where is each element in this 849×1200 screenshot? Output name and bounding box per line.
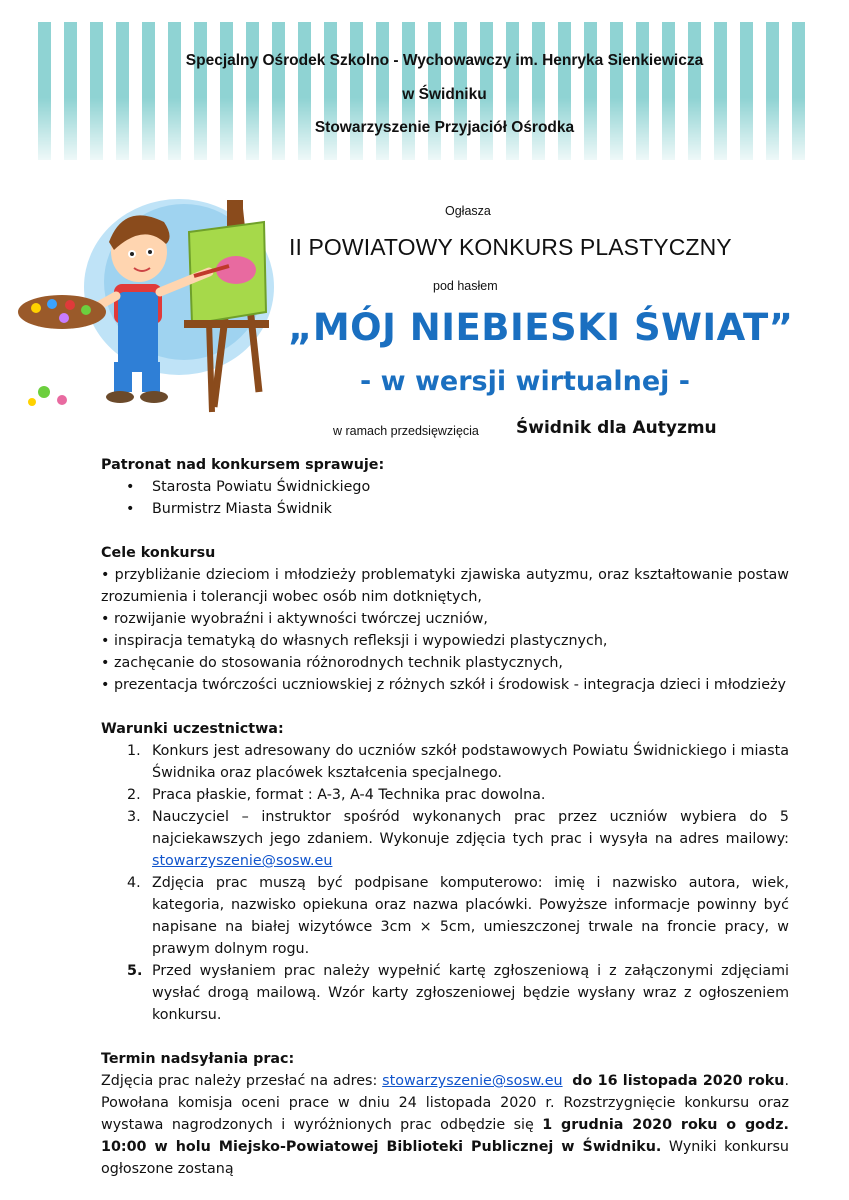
goal-item: • rozwijanie wyobraźni i aktywności twórczej uczniów, bbox=[101, 611, 488, 627]
email-link[interactable]: stowarzyszenie@sosw.eu bbox=[152, 853, 333, 869]
initiative-name: Świdnik dla Autyzmu bbox=[516, 418, 717, 438]
child-painter-illustration bbox=[14, 192, 279, 417]
initiative-label: w ramach przedsięwzięcia bbox=[333, 424, 479, 438]
list-item: • Burmistrz Miasta Świdnik bbox=[126, 498, 789, 520]
conditions-list bbox=[101, 740, 789, 1026]
email-link[interactable]: stowarzyszenie@sosw.eu bbox=[382, 1073, 563, 1089]
virtual-version-subtitle: - w wersji wirtualnej - bbox=[360, 366, 691, 397]
deadline-heading: Termin nadsyłania prac: bbox=[101, 1051, 295, 1067]
patronage-heading: Patronat nad konkursem sprawuje: bbox=[101, 457, 385, 473]
goals-heading: Cele konkursu bbox=[101, 545, 216, 561]
list-item: 4. Zdjęcia prac muszą być podpisane komputerowo: imię i nazwisko autora, wiek, kategoria, nazwisko opiekuna oraz nazwa placówki. Powyższe informacje powinny być napisane na białej wizytówce 3cm × 5cm, umieszczonej trwale na froncie pracy, w prawym dolnym rogu. bbox=[127, 875, 789, 957]
document-body bbox=[101, 454, 789, 1180]
list-item: 1. Konkurs jest adresowany do uczniów szkół podstawowych Powiatu Świdnickiego i miasta Świdnika oraz placówek kształcenia specjalnego. bbox=[127, 743, 789, 781]
goal-item: • zachęcanie do stosowania różnorodnych technik plastycznych, bbox=[101, 655, 563, 671]
list-item: 2. Praca płaskie, format : A-3, A-4 Technika prac dowolna. bbox=[127, 787, 546, 803]
contest-motto: „MÓJ NIEBIESKI ŚWIAT” bbox=[288, 306, 794, 349]
patronage-list bbox=[101, 476, 789, 520]
list-item: 5. Przed wysłaniem prac należy wypełnić kartę zgłoszeniową i z załączonymi zdjęciami wysłać drogą mailową. Wzór karty zgłoszeniowej będzie wysłany wraz z ogłoszeniem konkursu. bbox=[127, 963, 789, 1023]
deadline-paragraph: Zdjęcia prac należy przesłać na adres: stowarzyszenie@sosw.eu do 16 listopada 2020 roku. Powołana komisja oceni prace w dniu 24 listopada 2020 r. Rozstrzygnięcie konkursu oraz wystawa nagrodzonych i wyróżnionych prac odbędzie się 1 grudnia 2020 roku o godz. 10:00 w holu Miejsko-Powiatowej Biblioteki Publicznej w Świdniku. Wyniki konkursu ogłoszone zostaną bbox=[101, 1073, 789, 1177]
list-item: 3. Nauczyciel – instruktor spośród wykonanych prac przez uczniów wybiera do 5 najciekawszych jego zdaniem. Wykonuje zdjęcia tych prac i wysyła na adres mailowy: stowarzyszenie@sosw.eu bbox=[127, 809, 789, 869]
header-association: Stowarzyszenie Przyjaciół Ośrodka bbox=[314, 119, 575, 136]
under-motto-label: pod hasłem bbox=[433, 279, 498, 293]
contest-title: II POWIATOWY KONKURS PLASTYCZNY bbox=[289, 234, 732, 260]
list-item: • Starosta Powiatu Świdnickiego bbox=[126, 476, 789, 498]
goal-item: • inspiracja tematyką do własnych refleksji i wypowiedzi plastycznych, bbox=[101, 633, 608, 649]
announces-label: Ogłasza bbox=[445, 204, 491, 218]
goal-item: • przybliżanie dzieciom i młodzieży problematyki zjawiska autyzmu, oraz kształtowanie postaw zrozumienia i tolerancji wobec osób nim dotkniętych, bbox=[101, 567, 789, 605]
goal-item: • prezentacja twórczości uczniowskiej z różnych szkół i środowisk - integracja dzieci i młodzieży bbox=[101, 677, 786, 693]
header-location: w Świdniku bbox=[402, 86, 487, 103]
header-school-name: Specjalny Ośrodek Szkolno - Wychowawczy im. Henryka Sienkiewicza bbox=[185, 52, 704, 69]
conditions-heading: Warunki uczestnictwa: bbox=[101, 721, 284, 737]
